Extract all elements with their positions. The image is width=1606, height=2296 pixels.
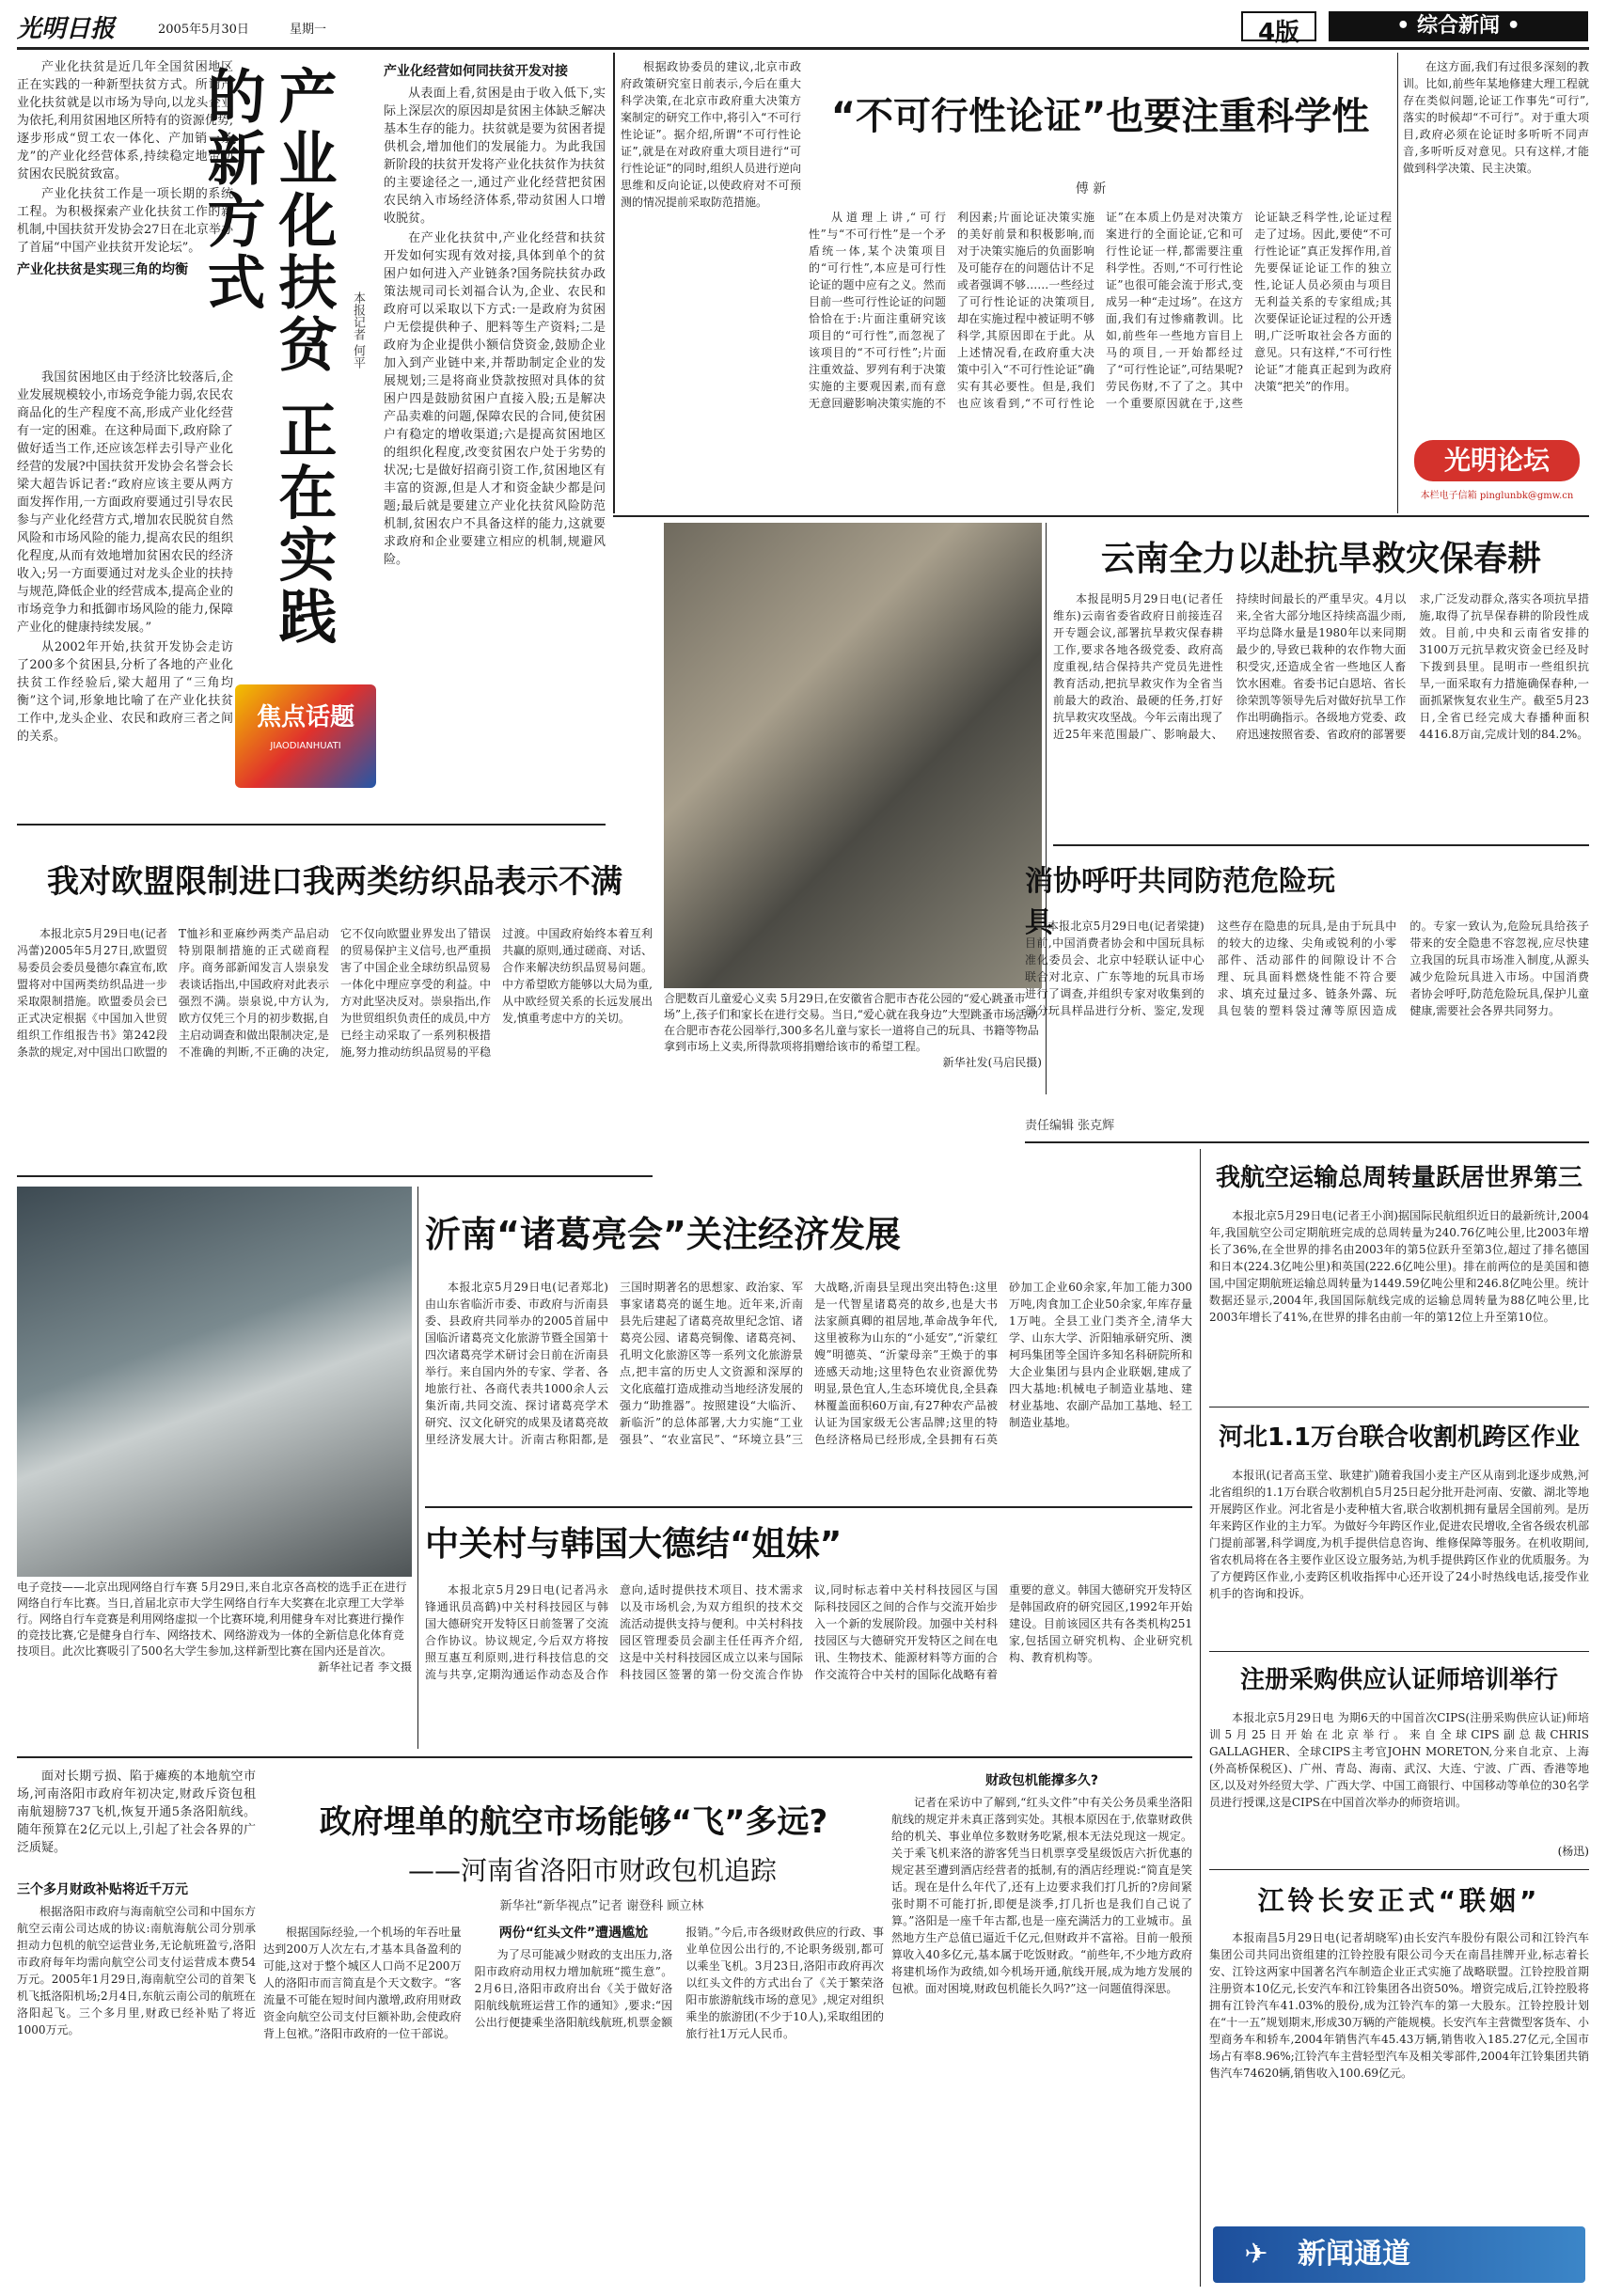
poverty-headline: 产业化扶贫 正在实践的新方式 <box>197 66 338 649</box>
textiles-body-text: 本报北京5月29日电(记者冯蕾)2005年5月27日,欧盟贸易委员会委员曼德尔森宣布,欧盟将对中国两类纺织品进一步采取限制措施。欧盟委员会已正式决定根据《中国加入世贸组织工作组报告书》第242段条款的规定,对中国出口欧盟的T恤衫和亚麻纱两类产品启动特别限制措施的正式磋商程序。商务部新闻发言人崇泉发表谈话指出,中国政府对此表示强烈不满。崇泉说,中方认为,欧方仅凭三个月的初步数据,自主启动调查和做出限制决定,是不准确的判断,不正确的决定,它不仅向欧盟业界发出了错误的贸易保护主义信号,也严重损害了中国企业全球纺织品贸易一体化中理应享受的利益。中方对此坚决反对。崇泉指出,作为世贸组织负责任的成员,中方已经主动采取了一系列积极措施,努力推动纺织品贸易的平稳过渡。中国政府始终本着互利共赢的原则,通过磋商、对话、合作来解决纺织品贸易问题。中方希望欧方能够以大局为重,从中欧经贸关系的长远发展出发,慎重考虑中方的关切。 <box>17 927 653 1059</box>
luoyang-body <box>263 1924 884 2287</box>
toys-body-text: 本报北京5月29日电(记者梁捷)目前,中国消费者协会和中国玩具标准化委员会、北京中轻联认证中心联合对北京、广东等地的玩具市场进行了调查,并组织专家对收集到的部分玩具样品进行分析、鉴定,发现这些存在隐患的玩具,是由于玩具中的较大的边缘、尖角或锐利的小零部件、活动部件的间隙设计不合理、玩具面料燃烧性能不符合要求、填充过量过多、链条外露、玩具包装的塑料袋过薄等原因造成的。专家一致认为,危险玩具给孩子带来的安全隐患不容忽视,应尽快建立我国的玩具市场准入制度,从源头减少危险玩具进入市场。中国消费者协会呼吁,防范危险玩具,保护儿童健康,需要社会各界共同努力。 <box>1025 920 1589 1017</box>
photo-charity-caption-text: 合肥数百儿童爱心义卖 5月29日,在安徽省合肥市杏花公园的“爱心跳蚤市场”上,孩子们和家长在进行交易。当日,“爱心就在我身边”大型跳蚤市场活动在合肥市杏花公园举行,300多名儿童与家长一道将自己的玩具、书籍等物品拿到市场上义卖,所得款项将捐赠给该市的希望工程。 <box>664 992 1039 1053</box>
poverty-body-p4: 从2002年开始,扶贫开发协会走访了200多个贫困县,分析了各地的产业化扶贫工作经验后,梁大超用了“三角均衡”这个词,形象地比喻了在产业化扶贫工作中,龙头企业、农民和政府三者之间的关系。 <box>17 640 233 744</box>
photo-cycling-race <box>17 1187 412 1577</box>
focus-topic-title: 焦点话题 <box>256 703 354 731</box>
issue-date: 2005年5月30日 <box>158 23 249 37</box>
poverty-byline: 本报记者 何平 <box>351 291 365 370</box>
luoyang-col-right <box>891 1768 1192 2287</box>
poverty-body-p3: 我国贫困地区由于经济比较落后,企业发展规模较小,市场竞争能力弱,农民农商品化的生产程度不高,形成产业化经营有一定的困难。在这种局面下,政府除了做好适当工作,还应该怎样去引导产业化经营的发展?中国扶贫开发协会名誉会长梁大超告诉记者:“政府应该主要从两方面发挥作用,一方面政府要通过引导农民参与产业化经营方式,增加农民脱贫自然风险和市场风险的能力,提高农民的组织化程度,从而有效地增加贫困农民的经济收入;另一方面要通过对龙头企业的扶持与规范,降低企业的经营成本,提高企业的市场竞争力和抵御市场风险的能力,保障产业化的健康持续发展。” <box>17 370 233 635</box>
photo-cycling-caption-text: 电子竞技——北京出现网络自行车赛 5月29日,来自北京各高校的选手正在进行网络自行车比赛。当日,首届北京市大学生网络自行车大奖赛在北京理工大学举行。网络自行车竞赛是利用网络虚拟一个比赛环境,利用健身车对比赛进行操作的竞技比赛,它是健身自行车、网络技术、网络游戏为一体的全新信息化体育竞技项目。此次比赛吸引了500名大学生参加,这样新型比赛在国内还是首次。 <box>17 1580 407 1658</box>
commentary-headline: “不可行性论证”也要注重科学性 <box>830 95 1370 138</box>
yunnan-body <box>1053 590 1589 839</box>
issue-weekday: 星期一 <box>290 23 327 37</box>
commentary-continued-text: 在这方面,我们有过很多深刻的教训。比如,前些年某地修建大理工程就存在类似问题,论证工作事先“可行”,落实的时候却“不可行”。对于重大项目,政府必须在论证时多听听不同声音,多听听反对意见。只有这样,才能做到科学决策、民主决策。 <box>1403 60 1589 175</box>
hebei-headline: 河北1.1万台联合收割机跨区作业 <box>1218 1423 1581 1452</box>
poverty-subhead-1: 产业化扶贫是实现三角的均衡 <box>17 262 188 277</box>
divider-zgc <box>17 1756 1192 1758</box>
photo-charity-caption <box>664 991 1042 1094</box>
luoyang-p4: 记者在采访中了解到,“红头文件”中有关公务员乘坐洛阳航线的规定并未真正落到实处。其根本原因在于,依靠财政供给的机关、事业单位多数财务吃紧,根本无法兑现这一规定。关于乘飞机来洛的游客凭当日机票享受星级饭店六折优惠的规定甚至遭到酒店经营者的抵制,有的酒店经理说:“简直是笑话。现在是什么年代了,还有上边要求我们打几折的?房间紧张时期不可能打折,即便是淡季,打几折也是我们自己说了算。”洛阳是一座千年古都,也是一座充满活力的工业城市。虽然地方生产总值已逼近千亿元,但财政并不富裕。目前一般预算收入40多亿元,基本属于吃饭财政。“前些年,不少地方政府将建机场作为政绩,如今机场开通,航线开展,成为地方发展的包袱。面对困境,财政包机能长久吗?”这一问题值得深思。 <box>891 1796 1192 1995</box>
luoyang-lead-text: 面对长期亏损、陷于瘫痪的本地航空市场,河南洛阳市政府年初决定,财政斥资包租南航翅膀737飞机,恢复开通5条洛阳航线。随年预算在2亿元以上,引起了社会各界的广泛质疑。 <box>17 1769 256 1855</box>
textiles-headline: 我对欧盟限制进口我两类纺织品表示不满 <box>47 863 622 901</box>
airplane-icon: ✈ <box>1244 2238 1268 2271</box>
jiangling-headline: 江铃长安正式“联姻” <box>1257 1885 1541 1916</box>
luoyang-p3: 为了尽可能减少财政的支出压力,洛阳市政府动用权力增加航班“揽生意”。2月6日,洛阳市政府出台《关于做好洛阳航线航班运营工作的通知》,要求:“因公出行便捷乘坐洛阳航线航班,机票金额报销。”今后,市各级财政供应的行政、事业单位因公出行的,不论职务级别,都可以乘坐飞机。3月23日,洛阳市政府再次以红头文件的方式出台了《关于繁荣洛阳市旅游航线市场的意见》,规定对组织乘坐的旅游团(不少于10人),采取组团的旅行社1万元人民币。 <box>474 1926 884 2040</box>
luoyang-subhead-3: 财政包机能撑多久? <box>984 1773 1099 1788</box>
aviation-headline: 我航空运输总周转量跃居世界第三 <box>1215 1164 1582 1192</box>
luoyang-byline: 新华社“新华视点”记者 谢登科 顾立林 <box>499 1899 704 1913</box>
commentary-continued <box>1403 58 1589 434</box>
photo-charity-sale <box>664 523 1042 988</box>
aviation-body-text: 本报北京5月29日电(记者王小润)据国际民航组织近日的最新统计,2004年,我国航空公司定期航班完成的总周转量为240.76亿吨公里,比2003年增长了36%,在全世界的排名由2003年的第5位跃升至第3位,超过了排名德国和日本(224.3亿吨公里)和英国(222.6亿吨公里)。排在前两位的是美国和德国,中国定期航班运输总周转量为1449.59亿吨公里和246.8亿吨公里。统计数据还显示,2004年,我国国际航线完成的运输总周转量为88亿吨公里,比2003年增长了41%,在世界的排名由前一年的第12位上升至第10位。 <box>1209 1209 1589 1324</box>
guangming-forum-title: 光明论坛 <box>1414 440 1580 481</box>
hebei-body-text: 本报讯(记者高玉堂、耿建扩)随着我国小麦主产区从南到北逐步成熟,河北省组织的1.1万台联合收割机自5月25日起分批开赴河南、安徽、湖北等地开展跨区作业。河北省是小麦种植大省,联合收割机拥有量居全国前列。是历年来跨区作业的主力军。为做好今年跨区作业,促进农民增收,全省各级农机部门提前部署,科学调度,为机手提供信息咨询、维修保障等服务。在机收期间,省农机局将在各主要作业区设立服务站,为机手提供跨区作业的优质服务。为了方便跨区作业,小麦跨区机收指挥中心还开设了24小时热线电话,接受作业机手的咨询和投诉。 <box>1209 1469 1589 1600</box>
yunnan-body-text: 本报昆明5月29日电(记者任维东)云南省委省政府日前接连召开专题会议,部署抗旱救灾保春耕工作,要求各地各级党委、政府高度重视,结合保持共产党员先进性教育活动,把抗旱救灾作为全省当前最大的政治、最硬的任务,打好抗旱救灾攻坚战。今年云南出现了近25年来范围最广、影响最大、持续时间最长的严重旱灾。4月以来,全省大部分地区持续高温少雨,平均总降水量是1980年以来同期最少的,导致已栽种的农作物大面积受灾,还造成全省一些地区人畜饮水困难。省委书记白恩培、省长徐荣凯等领导先后对做好抗旱工作作出明确指示。各级地方党委、政府迅速按照省委、省政府的部署要求,广泛发动群众,落实各项抗旱措施,取得了抗旱保春耕的阶段性成效。目前,中央和云南省安排的3100万元抗旱救灾资金已经及时下拨到县里。昆明市一些组织抗旱,一面采取有力措施确保春种,一面抓紧恢复农业生产。截至5月23日,全省已经完成大春播种面积4416.8万亩,完成计划的84.2%。 <box>1053 592 1589 741</box>
news-channel-badge <box>1213 2226 1585 2283</box>
luoyang-subhead-1: 三个多月财政补贴将近千万元 <box>17 1882 188 1897</box>
commentary-author: 傅 新 <box>1075 181 1107 197</box>
divider-right-column <box>1200 1149 1201 2287</box>
luoyang-p1: 根据洛阳市政府与海南航空公司和中国东方航空云南公司达成的协议:南航海航公司分别承担动力包机的航空运营业务,无论航班盈亏,洛阳市政府每年均需向航空公司支付运营成本费54万元。2005年1月29日,海南航空公司的首架飞机飞抵洛阳机场;2月4日,东航云南公司的航班在洛阳起飞。三个多月里,财政已经补贴了将近1000万元。 <box>17 1905 256 2037</box>
divider-yunnan <box>1053 844 1589 846</box>
luoyang-lead <box>17 1768 256 1871</box>
cips-headline: 注册采购供应认证师培训举行 <box>1239 1666 1558 1694</box>
poverty-body-right <box>384 58 606 818</box>
poverty-body-left <box>17 369 233 818</box>
textiles-body <box>17 925 653 1168</box>
zgc-headline: 中关村与韩国大德结“姐妹” <box>425 1525 842 1564</box>
newspaper-logo: 光明日报 <box>17 15 116 43</box>
jiangling-body <box>1209 1929 1589 2217</box>
photo-charity-credit: 新华社发(马启民摄) <box>942 1056 1042 1069</box>
photo-cycling-credit: 新华社记者 李文摄 <box>318 1660 412 1674</box>
guangming-forum-email: 本栏电子信箱 pinglunbk@gmw.cn <box>1420 491 1574 501</box>
poverty-body-p6: 在产业化扶贫中,产业化经营和扶贫开发如何实现有效对接,具体到单个的贫困户如何进入产业链条?国务院扶贫办政策法规司司长刘福合认为,企业、农民和政府可以采取以下方式:一是政府为贫困户无偿提供种子、肥料等生产资料;二是政府为企业提供小额信贷资金,鼓励企业加入到产业链中来,并帮助制定企业的发展规划;三是将商业贷款按照对具体的贫困户四是鼓励贫困户直接入股;五是解决产品卖难的问题,保障农民的合同,使贫困户有稳定的增收渠道;六是提高贫困地区的组织化程度,改变贫困农户处于劣势的状况;七是做好招商引资工作,贫困地区有丰富的资源,但是人才和资金缺少都是问题;最后就是要建立产业化扶贫风险防范机制,贫困农户不具备这样的能力,这就要求政府和企业要建立相应的机制,规避风险。 <box>384 231 606 567</box>
divider-commentary-bottom <box>613 515 1589 517</box>
divider-hebei <box>1209 1651 1589 1652</box>
commentary-lead-text: 根据政协委员的建议,北京市政府政策研究室日前表示,今后在重大科学决策,在北京市政府重大决策方案制定的研究工作中,将引入“不可行性论证”。据介绍,所谓“不可行性论证”,就是在对政府重大项目进行“可行性论证”的同时,组织人员进行逆向思维和反向论证,以使政府对不可预测的情况提前采取防范措施。 <box>621 60 801 209</box>
linan-body-text: 本报北京5月29日电(记者郑北)由山东省临沂市委、市政府与沂南县委、县政府共同举办的2005首届中国临沂诸葛亮文化旅游节暨全国第十四次诸葛亮学术研讨会日前在沂南县举行。来自国内外的专家、学者、各地旅行社、各商代表共1000余人云集沂南,共同交流、探讨诸葛亮学术研究、汉文化研究的成果及诸葛亮故里经济发展大计。沂南古称阳都,是三国时期著名的思想家、政治家、军事家诸葛亮的诞生地。近年来,沂南县先后建起了诸葛亮故里纪念馆、诸葛亮公园、诸葛亮铜像、诸葛亮祠、孔明文化旅游区等一系列文化旅游景点,把丰富的历史人文资源和深厚的文化底蕴打造成推动当地经济发展的强力“助推器”。按照建设“大临沂、新临沂”的总体部署,大力实施“工业强县”、“农业富民”、“环境立县”三大战略,沂南县呈现出突出特色:这里是一代智星诸葛亮的故乡,也是大书法家颜真卿的祖居地,革命战争年代,这里被称为山东的“小延安”,“沂蒙红嫂”明德英、“沂蒙母亲”王焕于的事迹感天动地;这里特色农业资源优势明显,景色宜人,生态环境优良,全县森林覆盖面积60万亩,有27种农产品被认证为国家级无公害品牌;这里的特色经济格局已经形成,全县拥有石英砂加工企业60余家,年加工能力300万吨,肉食加工企业50余家,年库存量1万吨。全县工业门类齐全,清华大学、山东大学、沂阳轴承研究所、澳柯玛集团等全国许多知名科研院所和大企业集团与县内企业联姻,建成了四大基地:机械电子制造业基地、建材业基地、农副产品加工基地、轻工制造业基地。 <box>425 1281 1192 1446</box>
divider-toys-bottom <box>1025 1141 1589 1143</box>
poverty-subhead-2: 产业化经营如何同扶贫开发对接 <box>384 64 568 79</box>
photo-cycling-caption <box>17 1580 412 1749</box>
divider-col-commentary <box>613 53 615 513</box>
masthead-rule <box>17 47 1589 50</box>
divider-photo2-right <box>417 1187 418 1749</box>
zgc-body-text: 本报北京5月29日电(记者冯永锋通讯员高鹤)中关村科技园区与韩国大德研究开发特区日前签署了交流合作协议。协议规定,今后双方将按照互惠互利原则,进行科技信息的交流与共享,定期沟通运作动态及合作意向,适时提供技术项目、技术需求以及市场机会,为双方组织的技术交流活动提供支持与便利。中关村科技园区管理委员会副主任任再齐介绍,这是中关村科技园区成立以来与国际科技园区签署的第一份交流合作协议,同时标志着中关村科技园区与国际科技园区之间的合作与交流开始步入一个新的发展阶段。加强中关村科技园区与大德研究开发特区之间在电讯、生物技术、能源材料等方面的合作交流符合中关村的国际化战略有着重要的意义。韩国大德研究开发特区是韩国政府的研究园区,1992年开始建设。目前该园区共有各类机构251家,包括国立研究机构、企业研究机构、教育机构等。 <box>425 1583 1192 1681</box>
masthead <box>17 8 1589 45</box>
luoyang-subtitle: ——河南省洛阳市财政包机追踪 <box>407 1855 777 1886</box>
linan-body <box>425 1279 1192 1501</box>
divider-poverty <box>17 824 606 826</box>
poverty-body-p5: 从表面上看,贫困是由于收入低下,实际上深层次的原因却是贫困主体缺乏解决基本生存的能力。扶贫就是要为贫困者提供机会,增加他们的发展能力。为此我国新阶段的扶贫开发将产业化扶贫作为扶贫的主要途径之一,通过产业化经营把贫困农民纳入市场经济体系,带动贫困人口增收脱贫。 <box>384 86 606 226</box>
page-number: 4版 <box>1241 11 1316 41</box>
luoyang-headline: 政府埋单的航空市场能够“飞”多远? <box>319 1803 828 1841</box>
jiangling-body-text: 本报南昌5月29日电(记者胡晓军)由长安汽车股份有限公司和江铃汽车集团公司共同出资组建的江铃控股有限公司今天在南昌挂牌开业,标志着长安、江铃这两家中国著名汽车制造企业正式实施了战略联盟。江铃控股首期注册资本10亿元,长安汽车和江铃集团各出资50%。增资完成后,江铃控股将拥有江铃汽车41.03%的股份,成为江铃汽车的第一大股东。江铃控股计划在“十一五”规划期末,形成30万辆的产能规模。长安汽车主营微型客货车、小型商务车和轿车,2004年销售汽车45.43万辆,销售收入185.27亿元,全国市场占有率8.96%;江铃汽车主营轻型汽车及相关零部件,2004年江铃集团共销售汽车74620辆,销售收入100.69亿元。 <box>1209 1931 1589 2080</box>
zgc-body <box>425 1581 1192 1751</box>
commentary-body <box>809 209 1392 510</box>
poverty-intro-p2: 产业化扶贫工作是一项长期的系统工程。为积极探索产业化扶贫工作的新机制,中国扶贫开发协会27日在北京举办了首届“中国产业扶贫开发论坛”。 <box>17 187 233 255</box>
focus-topic-sub: JIAODIANHUATI <box>270 741 341 751</box>
cips-body-text: 本报北京5月29日电 为期6天的中国首次CIPS(注册采购供应认证)师培训5月25日开始在北京举行。来自全球CIPS副总裁CHRIS GALLAGHER、全球CIPS主考官JOHN MORETON,分来自北京、上海(外高桥保税区)、广州、青岛、海南、武汉、大连、宁波、广西、香港等地区,以及对外经贸大学、广西大学、中国工商银行、中国移动等单位的30名学员进行授课,这是CIPS在中国首次举办的师资培训。 <box>1209 1711 1589 1809</box>
commentary-body-text: 从道理上讲,“可行性”与“不可行性”是一个矛盾统一体,某个决策项目的“可行性”,本应是可行性论证的题中应有之义。然而目前一些可行性论证的问题恰恰在于:片面注重研究该项目的“可行性”,而忽视了该项目的“不可行性”;片面注重效益、罗列有利于决策实施的主要观因素,而有意无意回避影响决策实施的不利因素;片面论证决策实施的美好前景和积极影响,而对于决策实施后的负面影响及可能存在的问题估计不足或者强调不够……一些经过了可行性论证的决策项目,却在实施过程中被证明不够科学,其原因即在于此。从上述情况看,在政府重大决策中引入“不可行性论证”确实有其必要性。但是,我们也应该看到,“不可行性论证”在本质上仍是对决策方案进行的全面论证,它和可行性论证一样,都需要注重科学性。否则,“不可行性论证”也很可能会流于形式,变成另一种“走过场”。在这方面,我们有过惨痛教训。比如,前些年一些地方盲目上马的项目,一开始都经过了“可行性论证”,可结果呢?劳民伤财,不了了之。其中一个重要原因就在于,这些论证缺乏科学性,论证过程走了过场。因此,要使“不可行性论证”真正发挥作用,首先要保证论证工作的独立性,论证人员必须由与项目无利益关系的专家组成;其次要保证论证过程的公开透明,广泛听取社会各方面的意见。只有这样,“不可行性论证”才能真正起到为政府决策“把关”的作用。 <box>809 211 1392 410</box>
luoyang-subhead-2: 两份“红头文件”遭遇尴尬 <box>498 1926 649 1941</box>
news-channel-title: 新闻通道 <box>1298 2238 1410 2271</box>
divider-textiles <box>17 1175 653 1177</box>
luoyang-col-left <box>17 1877 256 2287</box>
poverty-intro-p1: 产业化扶贫是近几年全国贫困地区正在实践的一种新型扶贫方式。所谓产业化扶贫就是以市场为导向,以龙头企业为依托,利用贫困地区所特有的资源优势,逐步形成“贸工农一体化、产加销一条龙”的产业化经营体系,持续稳定地带动贫困农民脱贫致富。 <box>17 60 233 181</box>
divider-commentary-right <box>1397 53 1398 513</box>
aviation-body <box>1209 1207 1589 1403</box>
section-name: • 综合新闻 • <box>1329 11 1588 41</box>
commentary-lead <box>621 58 801 510</box>
cips-body <box>1209 1709 1589 1841</box>
linan-headline: 沂南“诸葛亮会”关注经济发展 <box>425 1214 901 1255</box>
yunnan-headline: 云南全力以赴抗旱救灾保春耕 <box>1100 540 1541 578</box>
divider-linan <box>425 1506 1192 1508</box>
responsible-editor: 责任编辑 张克辉 <box>1025 1119 1115 1133</box>
guangming-forum-badge <box>1405 438 1589 510</box>
toys-body <box>1025 918 1589 1115</box>
luoyang-p2: 根据国际经验,一个机场的年吞吐量达到200万人次左右,才基本具备盈利的可能,这对于整个城区人口尚不足200万人的洛阳市而言简直是个天文数字。“客流量不可能在短时间内激增,政府用财政资金向航空公司支付巨额补助,会使政府背上包袱。”洛阳市政府的一位干部说。 <box>263 1926 462 2040</box>
hebei-body <box>1209 1467 1589 1647</box>
cips-credit: (杨迅) <box>1557 1845 1589 1858</box>
divider-cips <box>1209 1869 1589 1870</box>
focus-topic-badge <box>235 684 376 788</box>
toys-headline: 消协呼吁共同防范危险玩具 <box>1025 865 1335 939</box>
